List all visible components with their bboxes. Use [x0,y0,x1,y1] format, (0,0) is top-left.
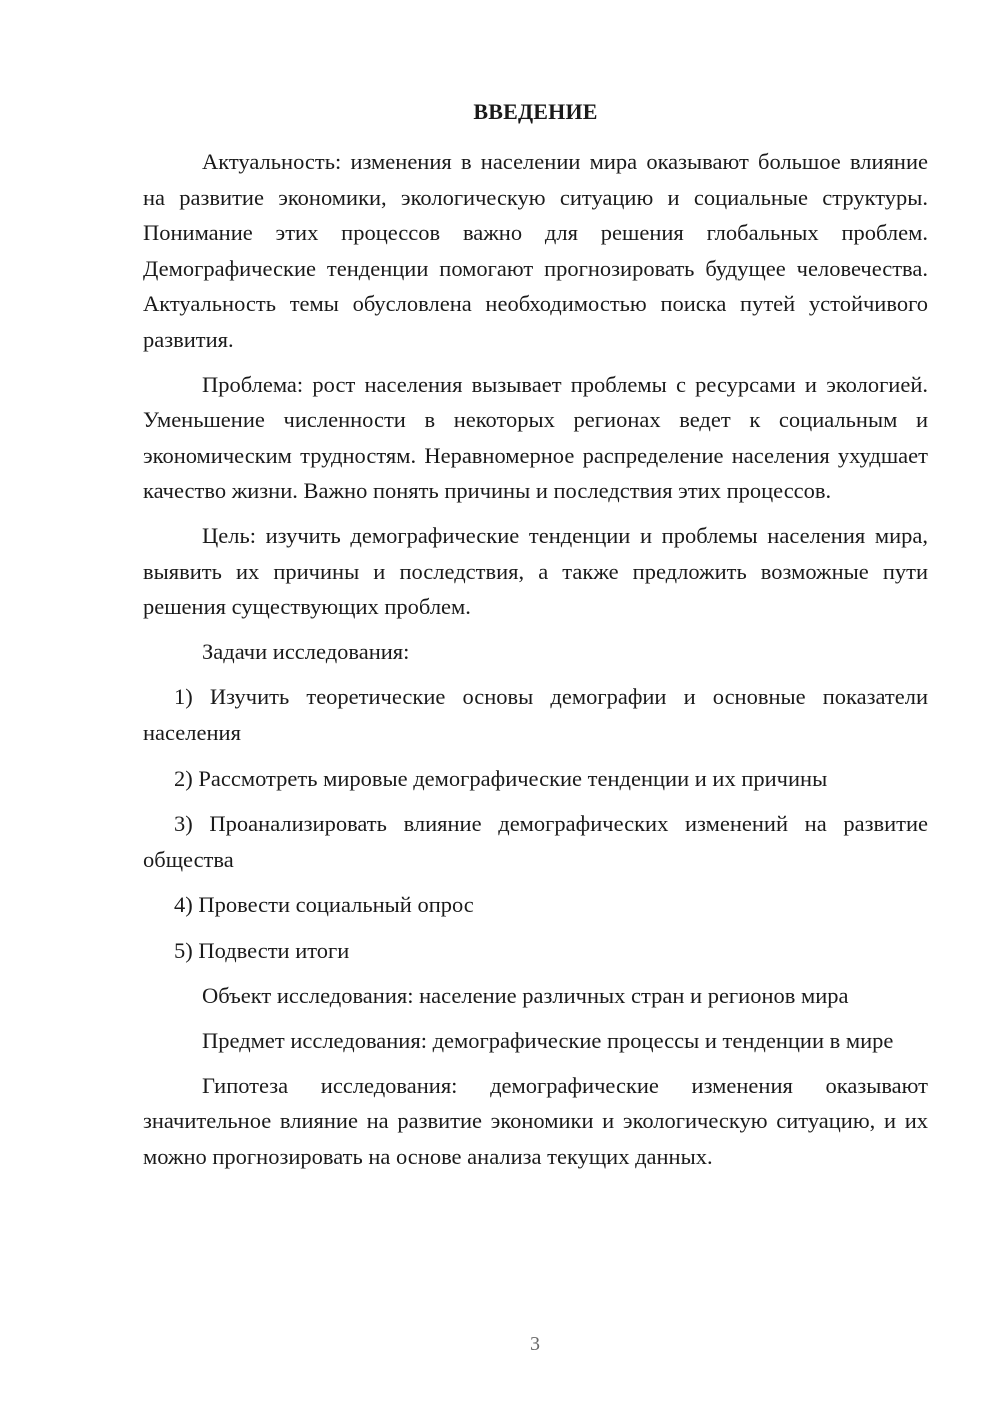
page-title: ВВЕДЕНИЕ [473,99,598,124]
object-paragraph: Объект исследования: население различных стран и регионов мира [202,983,849,1009]
hypothesis-paragraph: Гипотеза исследования: демографические изменения оказывают значительное влияние на развитие экономики и экологическую ситуацию, и их можно прогнозировать на основе анализа текущих данных. [143,1072,928,1169]
tasks-heading: Задачи исследования: [202,638,410,664]
list-item: 1) Изучить теоретические основы демографии и основные показатели населения [143,684,928,745]
list-item: 5) Подвести итоги [174,937,350,963]
list-item: 4) Провести социальный опрос [174,892,474,918]
tasks-list [143,679,928,968]
list-item: 3) Проанализировать влияние демографических изменений на развитие общества [143,811,928,872]
relevance-paragraph: Актуальность: изменения в населении мира оказывают большое влияние на развитие экономики, экологическую ситуацию и социальные структуры. Понимание этих процессов важно для решения глобальных проблем. Демографические тенденции помогают прогнозировать будущее человечества. Актуальность темы обусловлена необходимостью поиска путей устойчивого развития. [143,149,928,352]
page-body [143,94,928,1183]
problem-paragraph: Проблема: рост населения вызывает проблемы с ресурсами и экологией. Уменьшение численности в некоторых регионах ведет к социальным и экономическим трудностям. Неравномерное распределение населения ухудшает качество жизни. Важно понять причины и последствия этих процессов. [143,371,928,504]
list-item: 2) Рассмотреть мировые демографические тенденции и их причины [174,765,828,791]
page-number: 3 [530,1333,540,1355]
subject-paragraph: Предмет исследования: демографические процессы и тенденции в мире [202,1028,894,1054]
goal-paragraph: Цель: изучить демографические тенденции и проблемы населения мира, выявить их причины и последствия, а также предложить возможные пути решения существующих проблем. [143,522,928,620]
